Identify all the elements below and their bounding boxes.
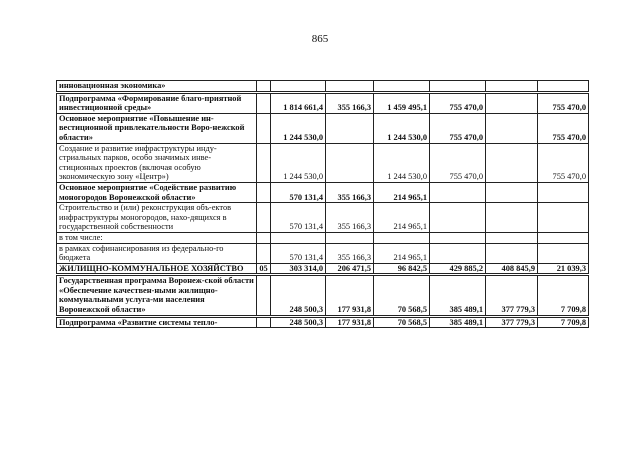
- col4-value-cell: [430, 81, 486, 93]
- col3-value-cell: 70 568,5: [374, 275, 430, 316]
- col3-value-cell: [374, 81, 430, 93]
- row-code-cell: [257, 92, 271, 113]
- col4-value-cell: 429 885,2: [430, 263, 486, 275]
- col6-value-cell: 755 470,0: [538, 113, 589, 143]
- row-code-cell: [257, 243, 271, 263]
- col6-value-cell: 7 709,8: [538, 275, 589, 316]
- col1-value-cell: 570 131,4: [271, 243, 326, 263]
- table-row: [57, 316, 589, 328]
- row-name-cell: в том числе:: [57, 232, 257, 243]
- col6-value-cell: [538, 232, 589, 243]
- col5-value-cell: [486, 182, 538, 202]
- page-number: 865: [311, 33, 329, 45]
- row-name-cell: инновационная экономика»: [57, 81, 257, 93]
- table-row: [57, 232, 589, 243]
- row-name-cell: ЖИЛИЩНО-КОММУНАЛЬНОЕ ХОЗЯЙСТВО: [57, 263, 257, 275]
- col2-value-cell: [326, 113, 374, 143]
- col5-value-cell: [486, 143, 538, 182]
- col5-value-cell: [486, 203, 538, 233]
- col1-value-cell: [271, 81, 326, 93]
- col3-value-cell: 1 244 530,0: [374, 113, 430, 143]
- table-row: [57, 182, 589, 202]
- col4-value-cell: 385 489,1: [430, 316, 486, 328]
- col6-value-cell: [538, 182, 589, 202]
- col3-value-cell: 214 965,1: [374, 182, 430, 202]
- col6-value-cell: [538, 243, 589, 263]
- row-code-cell: 05: [257, 263, 271, 275]
- col1-value-cell: 248 500,3: [271, 316, 326, 328]
- row-name-cell: Строительство и (или) реконструкция объ-ектов инфраструктуры моногородов, нахо-дящихся в государственной собственности: [57, 203, 257, 233]
- col2-value-cell: [326, 232, 374, 243]
- col3-value-cell: 96 842,5: [374, 263, 430, 275]
- col4-value-cell: [430, 243, 486, 263]
- col1-value-cell: 570 131,4: [271, 203, 326, 233]
- col1-value-cell: 1 244 530,0: [271, 113, 326, 143]
- col6-value-cell: 755 470,0: [538, 92, 589, 113]
- col4-value-cell: 755 470,0: [430, 143, 486, 182]
- row-code-cell: [257, 275, 271, 316]
- col2-value-cell: 355 166,3: [326, 203, 374, 233]
- col3-value-cell: 214 965,1: [374, 243, 430, 263]
- row-name-cell: Государственная программа Воронеж-ской области «Обеспечение качествен-ными жилищно-коммунальными услуга-ми населения Воронежской области»: [57, 275, 257, 316]
- row-code-cell: [257, 81, 271, 93]
- row-code-cell: [257, 113, 271, 143]
- col1-value-cell: 248 500,3: [271, 275, 326, 316]
- col5-value-cell: 377 779,3: [486, 275, 538, 316]
- col3-value-cell: 70 568,5: [374, 316, 430, 328]
- table-row: [57, 92, 589, 113]
- col5-value-cell: [486, 113, 538, 143]
- col5-value-cell: [486, 81, 538, 93]
- col3-value-cell: 1 244 530,0: [374, 143, 430, 182]
- col3-value-cell: [374, 232, 430, 243]
- row-name-cell: Основное мероприятие «Повышение ин-вестиционной привлекательности Воро-нежской области»: [57, 113, 257, 143]
- row-code-cell: [257, 203, 271, 233]
- col6-value-cell: 21 039,3: [538, 263, 589, 275]
- col6-value-cell: 755 470,0: [538, 143, 589, 182]
- col4-value-cell: [430, 232, 486, 243]
- col2-value-cell: 177 931,8: [326, 275, 374, 316]
- col4-value-cell: [430, 182, 486, 202]
- col1-value-cell: [271, 232, 326, 243]
- table-row: [57, 275, 589, 316]
- row-name-cell: Основное мероприятие «Содействие развитию моногородов Воронежской области»: [57, 182, 257, 202]
- row-name-cell: Подпрограмма «Формирование благо-приятной инвестиционной среды»: [57, 92, 257, 113]
- row-code-cell: [257, 143, 271, 182]
- col5-value-cell: 408 845,9: [486, 263, 538, 275]
- table-body: [57, 81, 589, 328]
- col2-value-cell: 355 166,3: [326, 92, 374, 113]
- col4-value-cell: 385 489,1: [430, 275, 486, 316]
- col2-value-cell: 177 931,8: [326, 316, 374, 328]
- col6-value-cell: 7 709,8: [538, 316, 589, 328]
- col5-value-cell: 377 779,3: [486, 316, 538, 328]
- col1-value-cell: 1 814 661,4: [271, 92, 326, 113]
- col4-value-cell: 755 470,0: [430, 92, 486, 113]
- col2-value-cell: 206 471,5: [326, 263, 374, 275]
- col4-value-cell: [430, 203, 486, 233]
- col5-value-cell: [486, 243, 538, 263]
- col4-value-cell: 755 470,0: [430, 113, 486, 143]
- table-row: [57, 143, 589, 182]
- row-code-cell: [257, 232, 271, 243]
- table-row: [57, 81, 589, 93]
- col6-value-cell: [538, 81, 589, 93]
- col3-value-cell: 1 459 495,1: [374, 92, 430, 113]
- col5-value-cell: [486, 92, 538, 113]
- col2-value-cell: [326, 143, 374, 182]
- table-row: [57, 243, 589, 263]
- row-code-cell: [257, 316, 271, 328]
- col2-value-cell: 355 166,3: [326, 182, 374, 202]
- col6-value-cell: [538, 203, 589, 233]
- col2-value-cell: 355 166,3: [326, 243, 374, 263]
- table-row: [57, 263, 589, 275]
- col1-value-cell: 1 244 530,0: [271, 143, 326, 182]
- col1-value-cell: 570 131,4: [271, 182, 326, 202]
- col1-value-cell: 303 314,0: [271, 263, 326, 275]
- table-row: [57, 203, 589, 233]
- row-code-cell: [257, 182, 271, 202]
- col3-value-cell: 214 965,1: [374, 203, 430, 233]
- row-name-cell: Создание и развитие инфраструктуры инду-стриальных парков, особо значимых инве-стиционных проектов (включая особую экономическую зону «Центр»): [57, 143, 257, 182]
- budget-table: [56, 80, 589, 328]
- row-name-cell: Подпрограмма «Развитие системы тепло-: [57, 316, 257, 328]
- col5-value-cell: [486, 232, 538, 243]
- col2-value-cell: [326, 81, 374, 93]
- table-row: [57, 113, 589, 143]
- row-name-cell: в рамках софинансирования из федерально-го бюджета: [57, 243, 257, 263]
